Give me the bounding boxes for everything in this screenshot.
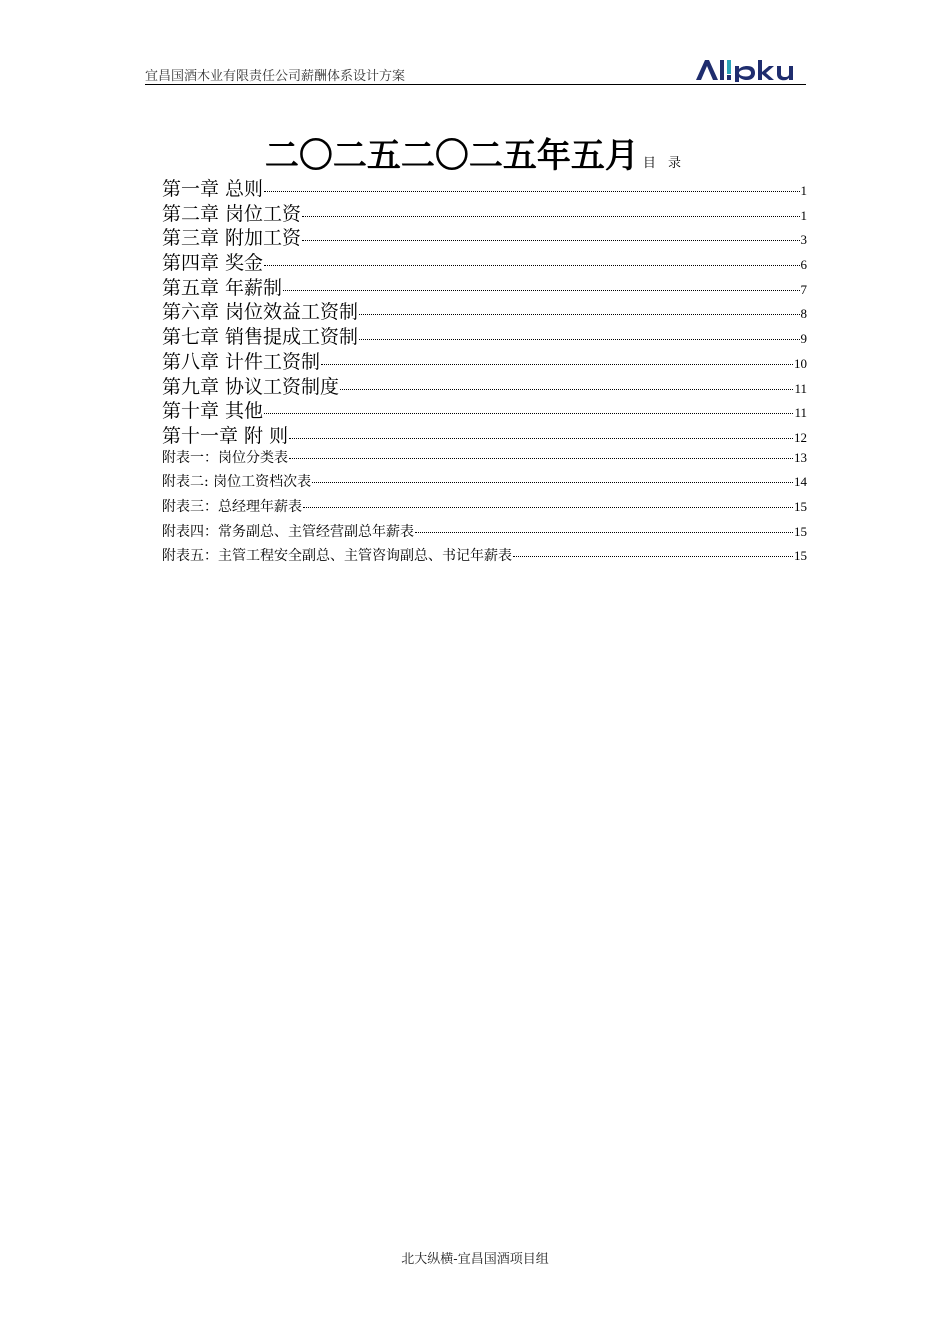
toc-leader-dots	[302, 240, 799, 241]
toc-entry-label: 第一章 总则	[162, 178, 264, 200]
table-of-contents	[162, 174, 807, 570]
allpku-logo	[694, 56, 806, 82]
toc-entry-label: 附表二: 岗位工资档次表	[162, 474, 312, 491]
toc-entry-chapter-11[interactable]	[162, 421, 807, 446]
toc-leader-dots	[289, 458, 793, 459]
toc-entry-label: 第五章 年薪制	[162, 276, 283, 299]
toc-heading: 目 录	[642, 156, 686, 171]
toc-entry-page: 9	[800, 331, 807, 347]
toc-entry-chapter-6[interactable]	[162, 297, 807, 322]
toc-entry-label: 第八章 计件工资制	[162, 350, 321, 373]
toc-entry-label: 第三章 附加工资	[162, 227, 302, 250]
toc-leader-dots	[264, 413, 793, 414]
toc-entry-appendix-1[interactable]	[162, 447, 807, 472]
toc-entry-page: 7	[800, 281, 807, 297]
toc-entry-chapter-2[interactable]	[162, 199, 807, 224]
toc-entry-chapter-10[interactable]	[162, 396, 807, 421]
page-header	[145, 56, 806, 85]
toc-entry-label: 第十章 其他	[162, 400, 264, 423]
toc-entry-label: 第六章 岗位效益工资制	[162, 301, 359, 324]
toc-entry-appendix-5[interactable]	[162, 545, 807, 570]
toc-entry-page: 6	[800, 257, 807, 273]
toc-leader-dots	[321, 364, 793, 365]
toc-leader-dots	[303, 507, 793, 508]
toc-entry-label: 第十一章 附 则	[162, 424, 289, 447]
header-title: 宜昌国酒木业有限责任公司薪酬体系设计方案	[145, 69, 406, 84]
toc-leader-dots	[340, 389, 793, 390]
toc-entry-page: 15	[794, 523, 807, 539]
toc-entry-appendix-2[interactable]	[162, 471, 807, 496]
toc-entry-page: 1	[800, 207, 807, 223]
toc-entry-label: 第九章 协议工资制度	[162, 375, 340, 398]
toc-entry-label: 附表四：常务副总、主管经营副总年薪表	[162, 523, 414, 540]
toc-entry-chapter-3[interactable]	[162, 223, 807, 248]
toc-entry-page: 15	[794, 548, 807, 564]
toc-entry-label: 第四章 奖金	[162, 252, 264, 275]
toc-entry-appendix-3[interactable]	[162, 496, 807, 521]
toc-entry-chapter-5[interactable]	[162, 273, 807, 298]
toc-entry-page: 15	[794, 498, 807, 514]
toc-entry-label: 第七章 销售提成工资制	[162, 326, 359, 349]
toc-leader-dots	[312, 482, 793, 483]
toc-entry-label: 附表三：总经理年薪表	[162, 498, 302, 515]
toc-entry-label: 附表五：主管工程安全副总、主管咨询副总、书记年薪表	[162, 548, 512, 565]
toc-entry-chapter-4[interactable]	[162, 248, 807, 273]
toc-entry-page: 3	[800, 232, 807, 248]
toc-entry-page: 14	[794, 474, 807, 490]
toc-entry-chapter-8[interactable]	[162, 347, 807, 372]
toc-leader-dots	[513, 556, 793, 557]
toc-entry-chapter-1[interactable]	[162, 174, 807, 199]
toc-entry-page: 11	[794, 405, 807, 421]
toc-entry-page: 1	[800, 183, 807, 198]
toc-entry-page: 8	[800, 306, 807, 322]
toc-entry-page: 12	[794, 429, 807, 445]
toc-leader-dots	[359, 339, 799, 340]
toc-entry-label: 第二章 岗位工资	[162, 202, 302, 225]
toc-entry-page: 11	[794, 380, 807, 396]
page-footer: 北大纵横-宜昌国酒项目组	[401, 1252, 549, 1267]
toc-entry-appendix-4[interactable]	[162, 521, 807, 546]
toc-entry-page: 10	[794, 355, 807, 371]
toc-leader-dots	[302, 216, 799, 217]
toc-entry-chapter-7[interactable]	[162, 322, 807, 347]
document-title-date: 二〇二五二〇二五年五月	[264, 136, 639, 176]
toc-entry-page: 13	[794, 449, 807, 465]
toc-leader-dots	[264, 191, 799, 192]
toc-leader-dots	[415, 532, 793, 533]
document-title	[0, 128, 950, 177]
toc-entry-chapter-9[interactable]	[162, 372, 807, 397]
toc-leader-dots	[264, 265, 799, 266]
toc-leader-dots	[289, 438, 793, 439]
toc-entry-label: 附表一：岗位分类表	[162, 449, 288, 466]
toc-leader-dots	[283, 290, 799, 291]
toc-leader-dots	[359, 314, 799, 315]
